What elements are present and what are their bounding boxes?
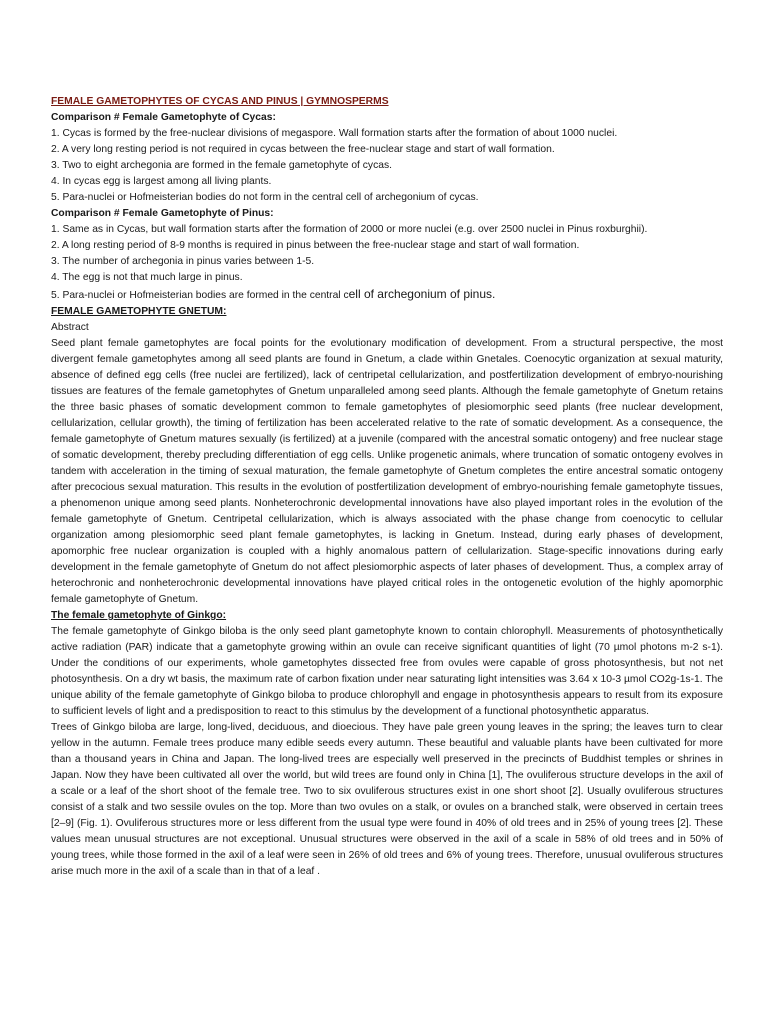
pinus-item: 1. Same as in Cycas, but wall formation starts after the formation of 2000 or more nuclei (e.g. over 2500 nuclei in Pinus roxburghii). xyxy=(51,224,648,235)
cycas-item: 1. Cycas is formed by the free-nuclear divisions of megaspore. Wall formation starts after the formation of about 1000 nuclei. xyxy=(51,128,618,139)
gnetum-heading: FEMALE GAMETOPHYTE GNETUM: xyxy=(51,306,227,317)
cycas-item: 4. In cycas egg is largest among all living plants. xyxy=(51,176,272,187)
cycas-item: 5. Para-nuclei or Hofmeisterian bodies do not form in the central cell of archegonium of cycas. xyxy=(51,192,479,203)
cycas-heading: Comparison # Female Gametophyte of Cycas: xyxy=(51,112,276,123)
document-page xyxy=(51,94,723,880)
ginkgo-paragraph-1: The female gametophyte of Ginkgo biloba is the only seed plant gametophyte known to contain chlorophyll. Measurements of photosynthetically active radiation (PAR) indicate that a gametophyte growing within an ovule can receive significant quantities of light (70 µmol photons m-2 s-1). Under the conditions of our experiments, whole gametophytes dissected free from ovules were capable of gross photosynthesis, but not net photosynthesis. On a dry wt basis, the maximum rate of carbon fixation under near saturating light intensities was 3.64 x 10-3 µmol CO2g-1s-1. The unique ability of the female gametophyte of Ginkgo biloba to produce chlorophyll and engage in photosynthesis appears to result from its exposure to sufficient levels of light and a predisposition to react to this stimulus by the development of a functional photosynthetic apparatus. xyxy=(51,626,723,717)
document-title: FEMALE GAMETOPHYTES OF CYCAS AND PINUS | GYMNOSPERMS xyxy=(51,96,389,107)
pinus-item: 4. The egg is not that much large in pinus. xyxy=(51,272,243,283)
cycas-item: 3. Two to eight archegonia are formed in the female gametophyte of cycas. xyxy=(51,160,392,171)
ginkgo-paragraph-2: Trees of Ginkgo biloba are large, long-lived, deciduous, and dioecious. They have pale green young leaves in the spring; the leaves turn to clear yellow in the autumn. Female trees produce many edible seeds every autumn. These beautiful and valuable plants have been cultivated for more than a thousand years in China and Japan. The long-lived trees are especially well preserved in the precincts of Buddhist temples or shrines in Japan. Now they have been cultivated all over the world, but wild trees are found only in China [1], The ovuliferous structure develops in the axil of a scale or a leaf of the short shoot of the female tree. Two to six ovuliferous structures exist in one short shoot [2]. Usually ovuliferous structures consist of a stalk and two sessile ovules on the top. More than two ovules on a stalk, or ovules on a branched stalk, were observed in certain trees [2–9] (Fig. 1). Ovuliferous structures more or less different from the usual type were found in 40% of old trees and in 25% of young trees [2]. These values mean unusual structures are not exceptional. Unusual structures were observed in the axil of a scale in 58% of old trees and in 50% of young trees, while those formed in the axil of a leaf were seen in 26% of old trees and 6% of young trees. Therefore, unusual ovuliferous structures arise much more in the axil of a scale than in that of a leaf . xyxy=(51,722,723,877)
pinus-item xyxy=(51,286,723,304)
pinus-item: 2. A long resting period of 8-9 months is required in pinus between the free-nuclear stage and start of wall formation. xyxy=(51,240,580,251)
pinus-item-5-start: 5. Para-nuclei or Hofmeisterian bodies are formed in the central c xyxy=(51,290,349,301)
ginkgo-heading: The female gametophyte of Ginkgo: xyxy=(51,610,227,621)
abstract-label: Abstract xyxy=(51,322,89,333)
cycas-item: 2. A very long resting period is not required in cycas between the free-nuclear stage and start of wall formation. xyxy=(51,144,555,155)
pinus-item: 3. The number of archegonia in pinus varies between 1-5. xyxy=(51,256,315,267)
gnetum-abstract: Seed plant female gametophytes are focal points for the evolutionary modification of development. From a structural perspective, the most divergent female gametophytes among all seed plants are found in Gnetum, a clade within Gnetales. Coenocytic organization at sexual maturity, absence of defined egg cells (free nuclei are fertilized), lack of centripetal cellularization, and postfertilization development of embryo-nourishing tissues are features of the female gametophytes of Gnetum unparalleled among seed plants. Although the female gametophyte of Gnetum retains the three basic phases of somatic development common to female gametophytes of plesiomorphic seed plants (free nuclear development, cellularization, cellular growth), the timing of fertilization has been accelerated relative to the rate of somatic development. As a consequence, the female gametophyte of Gnetum matures sexually (is fertilized) at a juvenile (compared with the ancestral somatic ontogeny) and free nuclear stage of somatic development, thereby precluding differentiation of egg cells. Unlike progenetic animals, where truncation of somatic ontogeny evolves in tandem with acceleration in the timing of sexual maturation, the female gametophyte of Gnetum completes the entire ancestral somatic ontogeny after precocious sexual maturation. This results in the evolution of postfertilization development of embryo-nourishing female gametophyte tissues, a phenomenon unique among seed plants. Nonheterochronic developmental innovations have also played important roles in the evolution of the female gametophyte of Gnetum. Centripetal cellularization, which is always associated with the phase change from coenocytic to cellular organization among plesiomorphic seed plant female gametophytes, is lacking in Gnetum. Instead, during early phases of development, apomorphic free nuclear organization is coupled with a highly anomalous pattern of cellularization. Stage-specific innovations during early development in the female gametophyte of Gnetum do not affect plesiomorphic aspects of later phases of development. Thus, a complex array of heterochronic and nonheterochronic developmental innovations have played critical roles in the ontogenetic evolution of the highly apomorphic female gametophyte of Gnetum. xyxy=(51,338,723,605)
pinus-item-5-end: ell of archegonium of pinus. xyxy=(348,287,496,301)
pinus-heading: Comparison # Female Gametophyte of Pinus: xyxy=(51,208,274,219)
